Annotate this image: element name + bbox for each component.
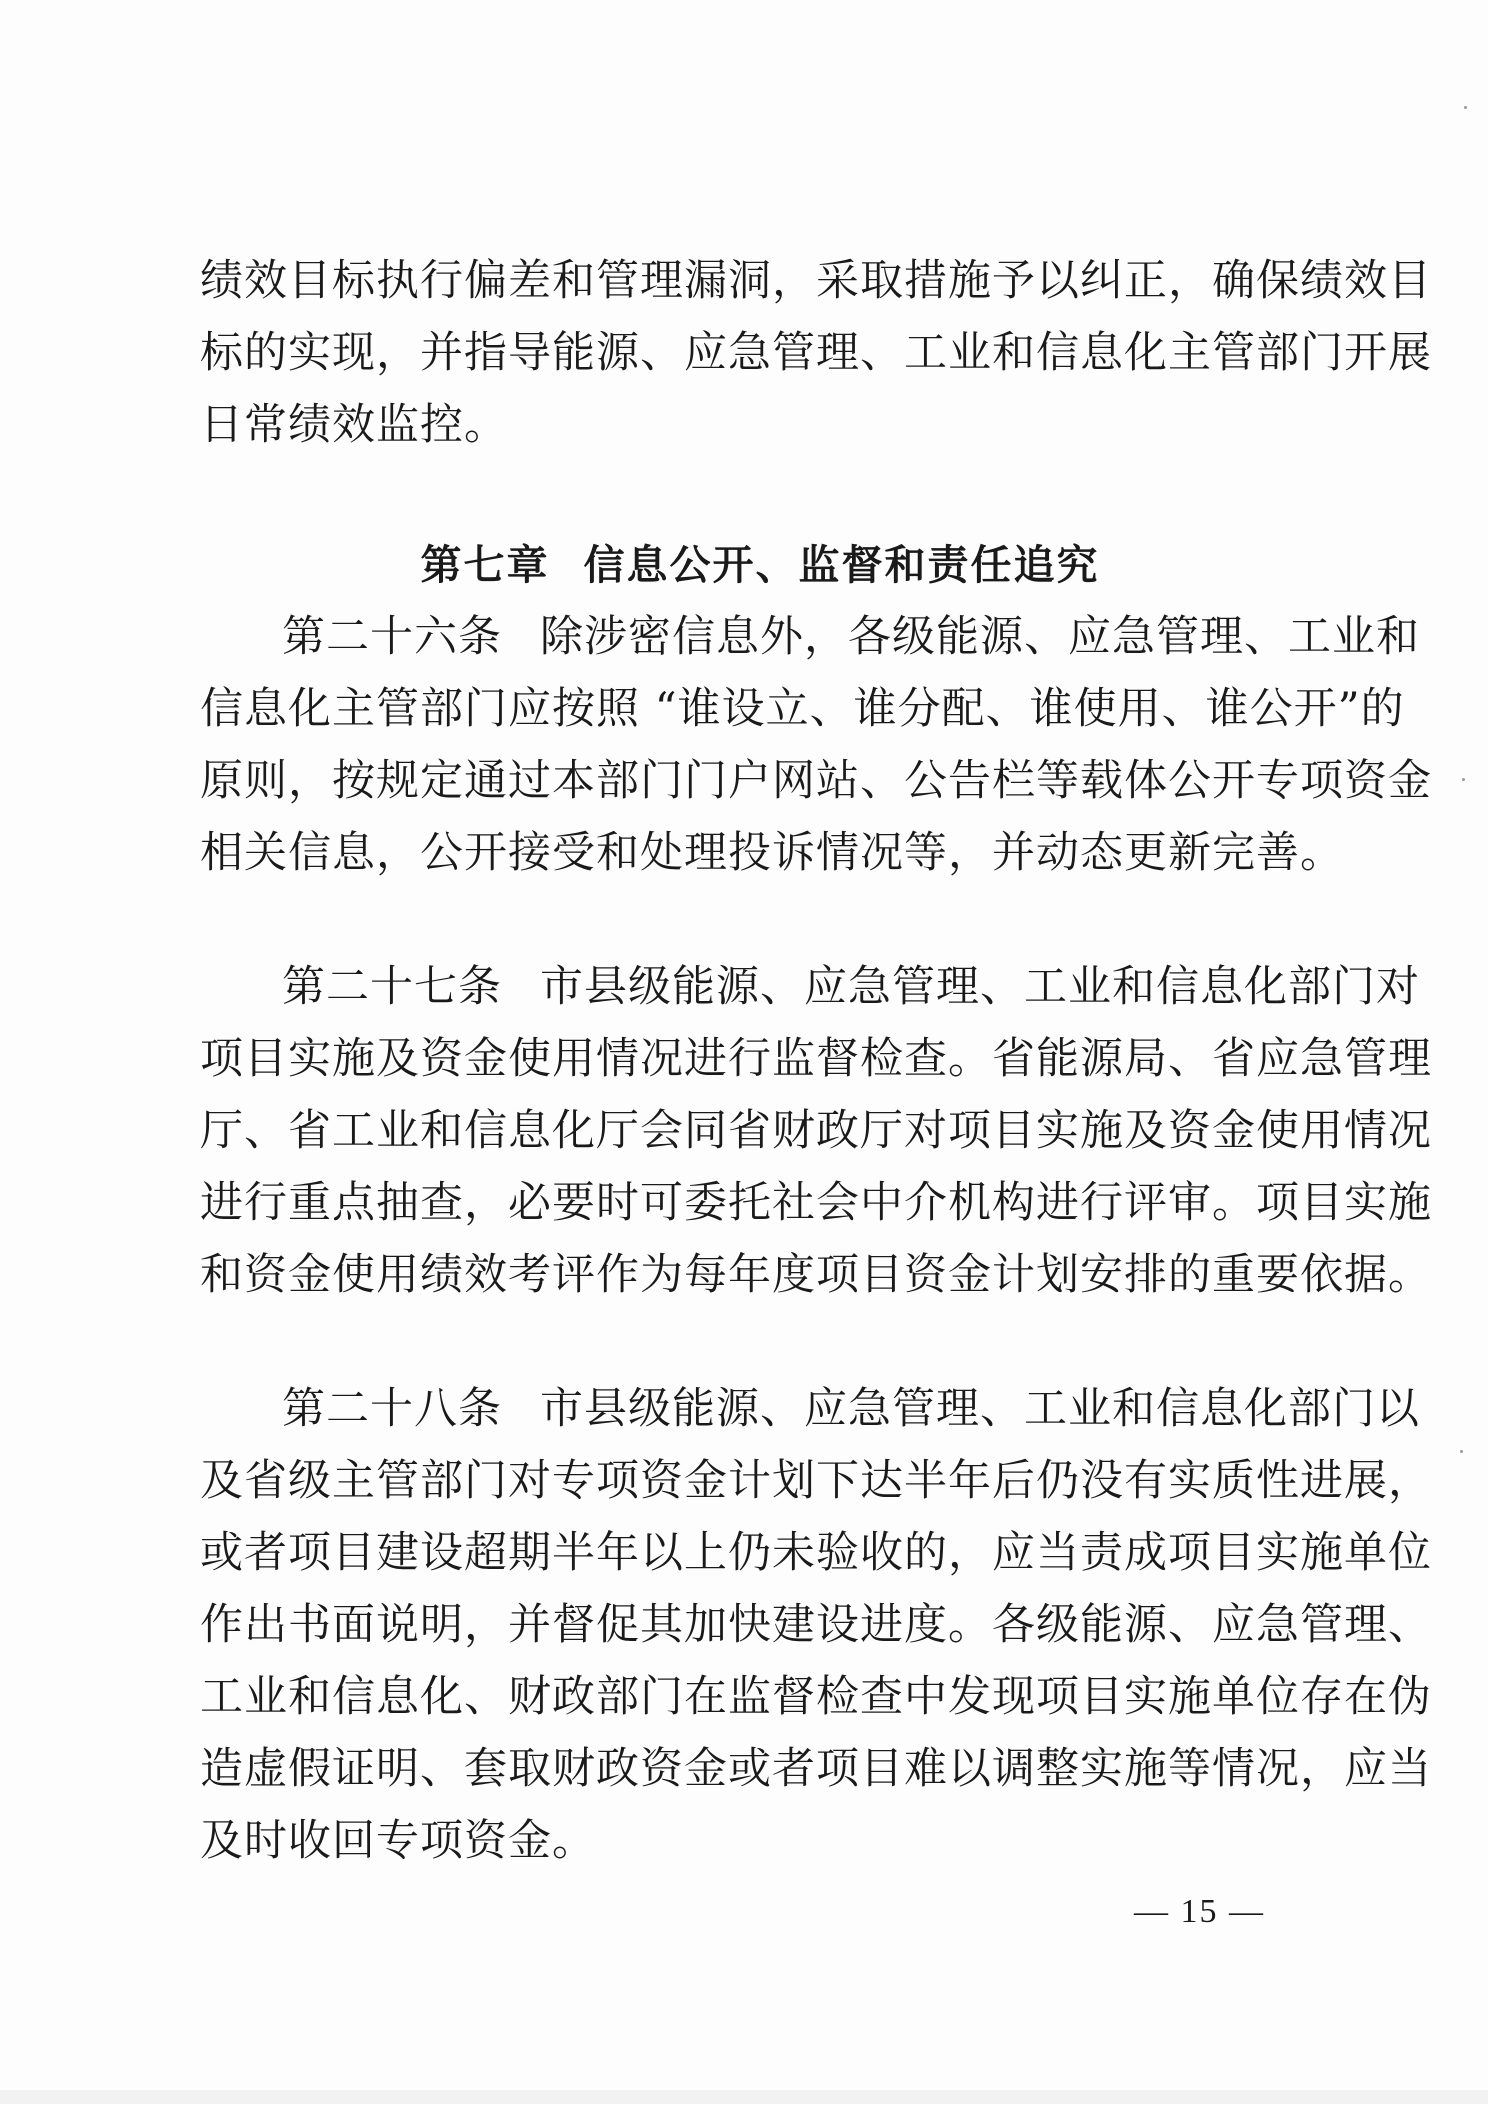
article-title: 第二十七条 <box>282 962 502 1012</box>
body-text-line: 作出书面说明，并督促其加快建设进度。各级能源、应急管理、 <box>200 1600 1432 1650</box>
body-text-line: 进行重点抽查，必要时可委托社会中介机构进行评审。项目实施 <box>200 1178 1432 1228</box>
article-28-first-line <box>282 1384 1420 1434</box>
scan-speck <box>1464 106 1467 109</box>
body-text-line: 信息化主管部门应按照 “谁设立、谁分配、谁使用、谁公开”的 <box>200 684 1405 734</box>
chapter-title: 信息公开、监督和责任追究 <box>583 541 1100 589</box>
article-title: 第二十六条 <box>282 612 502 662</box>
body-text-line: 或者项目建设超期半年以上仍未验收的，应当责成项目实施单位 <box>200 1528 1432 1578</box>
article-text: 市县级能源、应急管理、工业和信息化部门对 <box>540 962 1420 1012</box>
body-text-line: 厅、省工业和信息化厅会同省财政厅对项目实施及资金使用情况 <box>200 1106 1432 1156</box>
body-text-line: 相关信息，公开接受和处理投诉情况等，并动态更新完善。 <box>200 828 1344 878</box>
body-text-line: 原则，按规定通过本部门门户网站、公告栏等载体公开专项资金 <box>200 756 1432 806</box>
body-text-line: 工业和信息化、财政部门在监督检查中发现项目实施单位存在伪 <box>200 1672 1432 1722</box>
body-text-line: 造虚假证明、套取财政资金或者项目难以调整实施等情况，应当 <box>200 1744 1432 1794</box>
body-text-line: 项目实施及资金使用情况进行监督检查。省能源局、省应急管理 <box>200 1034 1432 1084</box>
scan-speck <box>1462 778 1465 781</box>
article-26-first-line <box>282 612 1420 662</box>
body-text-line: 日常绩效监控。 <box>200 400 508 450</box>
article-text: 除涉密信息外，各级能源、应急管理、工业和 <box>540 612 1420 662</box>
article-27-first-line <box>282 962 1420 1012</box>
body-text-line: 及时收回专项资金。 <box>200 1816 596 1866</box>
article-text: 市县级能源、应急管理、工业和信息化部门以 <box>540 1384 1420 1434</box>
body-text-line: 标的实现，并指导能源、应急管理、工业和信息化主管部门开展 <box>200 328 1432 378</box>
article-title: 第二十八条 <box>282 1384 502 1434</box>
body-text-line: 及省级主管部门对专项资金计划下达半年后仍没有实质性进展， <box>200 1456 1432 1506</box>
body-text-line: 绩效目标执行偏差和管理漏洞，采取措施予以纠正，确保绩效目 <box>200 256 1432 306</box>
body-text-line: 和资金使用绩效考评作为每年度项目资金计划安排的重要依据。 <box>200 1250 1432 1300</box>
page-number: — 15 — <box>1134 1893 1265 1930</box>
chapter-heading <box>200 540 1320 590</box>
scan-bottom-edge <box>0 2090 1488 2104</box>
scan-speck <box>1460 1450 1463 1453</box>
chapter-number: 第七章 <box>420 541 550 589</box>
